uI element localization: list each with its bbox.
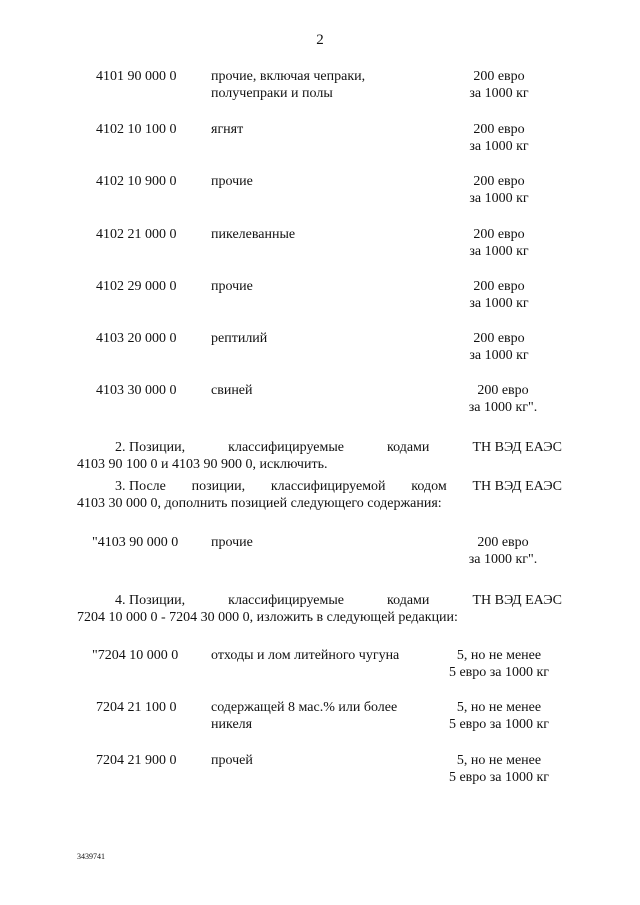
paragraph-line [77,478,562,495]
row-description [211,382,421,399]
rate-line: 200 евро [473,279,525,294]
rate-line: 200 евро [477,383,529,398]
table-row [0,121,640,161]
rate-line: 200 евро [473,122,525,137]
desc-line: ягнят [211,122,244,137]
row-description [211,278,421,295]
word: 4. Позиции, [115,593,186,608]
rate-line: за 1000 кг [469,296,529,311]
row-rate [440,173,558,207]
table-row [0,382,640,422]
desc-line: прочие [211,174,253,189]
paragraph-line [77,439,562,456]
paragraph-3 [77,478,562,512]
rate-line: за 1000 кг". [468,552,538,567]
row-rate [440,121,558,155]
table-row [0,330,640,370]
desc-line: прочей [211,753,253,768]
page-number: 2 [316,32,324,48]
row-rate [444,534,562,568]
rate-line: 5, но не менее [456,700,542,715]
rate-line: за 1000 кг [469,139,529,154]
desc-line: никеля [211,717,253,732]
word: ТН ВЭД ЕАЭС [472,440,562,455]
row-description [211,534,421,551]
row-rate [434,699,564,733]
word: кодом [411,479,447,494]
paragraph-line: 4103 90 100 0 и 4103 90 900 0, исключить. [77,457,328,472]
desc-line: содержащей 8 мас.% или более [211,700,398,715]
rate-line: за 1000 кг". [468,400,538,415]
word: классифицируемые [228,593,344,608]
word: позиции, [191,479,246,494]
paragraph-line: 4103 30 000 0, дополнить позицией следующего содержания: [77,496,442,511]
table-row [0,68,640,108]
row-code: 4103 20 000 0 [96,331,177,346]
word: ТН ВЭД ЕАЭС [472,479,562,494]
row-rate [444,382,562,416]
rate-line: 200 евро [473,331,525,346]
desc-line: получепраки и полы [211,86,333,101]
word: классифицируемой [270,479,386,494]
row-rate [434,647,564,681]
row-rate [434,752,564,786]
row-code: 4101 90 000 0 [96,69,177,84]
row-code: "4103 90 000 0 [92,535,179,550]
row-code: 4102 10 900 0 [96,174,177,189]
rate-line: 5 евро за 1000 кг [448,665,550,680]
row-description [211,647,421,664]
rate-line: 200 евро [473,227,525,242]
document-id: 3439741 [77,852,105,861]
row-description [211,226,421,243]
paragraph-line [77,592,562,609]
rate-line: 200 евро [473,174,525,189]
paragraph-line: 7204 10 000 0 - 7204 30 000 0, изложить в следующей редакции: [77,610,458,625]
row-rate [440,330,558,364]
rate-line: 5, но не менее [456,648,542,663]
table-row [0,226,640,266]
rate-line: 5 евро за 1000 кг [448,770,550,785]
desc-line: пикелеванные [211,227,296,242]
table-row [0,699,640,739]
rate-line: за 1000 кг [469,244,529,259]
table-row [0,278,640,318]
row-code: 7204 21 900 0 [96,753,177,768]
row-description [211,121,421,138]
desc-line: отходы и лом литейного чугуна [211,648,400,663]
paragraph-2 [77,439,562,473]
row-code: 4102 29 000 0 [96,279,177,294]
table-row [0,534,640,574]
word: 2. Позиции, [115,440,186,455]
desc-line: прочие [211,535,253,550]
row-rate [440,226,558,260]
row-code: 7204 21 100 0 [96,700,177,715]
row-rate [440,68,558,102]
row-rate [440,278,558,312]
row-description [211,752,421,769]
word: ТН ВЭД ЕАЭС [472,593,562,608]
desc-line: прочие [211,279,253,294]
word: 3. После [115,479,166,494]
rate-line: 200 евро [473,69,525,84]
row-description [211,68,421,102]
paragraph-4 [77,592,562,626]
row-code: 4103 30 000 0 [96,383,177,398]
desc-line: свиней [211,383,253,398]
rate-line: за 1000 кг [469,348,529,363]
rate-line: 5 евро за 1000 кг [448,717,550,732]
row-description [211,173,421,190]
table-row [0,173,640,213]
row-description [211,699,421,733]
word: классифицируемые [228,440,344,455]
rate-line: 200 евро [477,535,529,550]
word: кодами [387,593,430,608]
table-row [0,752,640,792]
desc-line: прочие, включая чепраки, [211,69,366,84]
rate-line: 5, но не менее [456,753,542,768]
row-code: "7204 10 000 0 [92,648,179,663]
desc-line: рептилий [211,331,268,346]
row-code: 4102 10 100 0 [96,122,177,137]
row-description [211,330,421,347]
word: кодами [387,440,430,455]
rate-line: за 1000 кг [469,86,529,101]
table-row [0,647,640,687]
rate-line: за 1000 кг [469,191,529,206]
row-code: 4102 21 000 0 [96,227,177,242]
